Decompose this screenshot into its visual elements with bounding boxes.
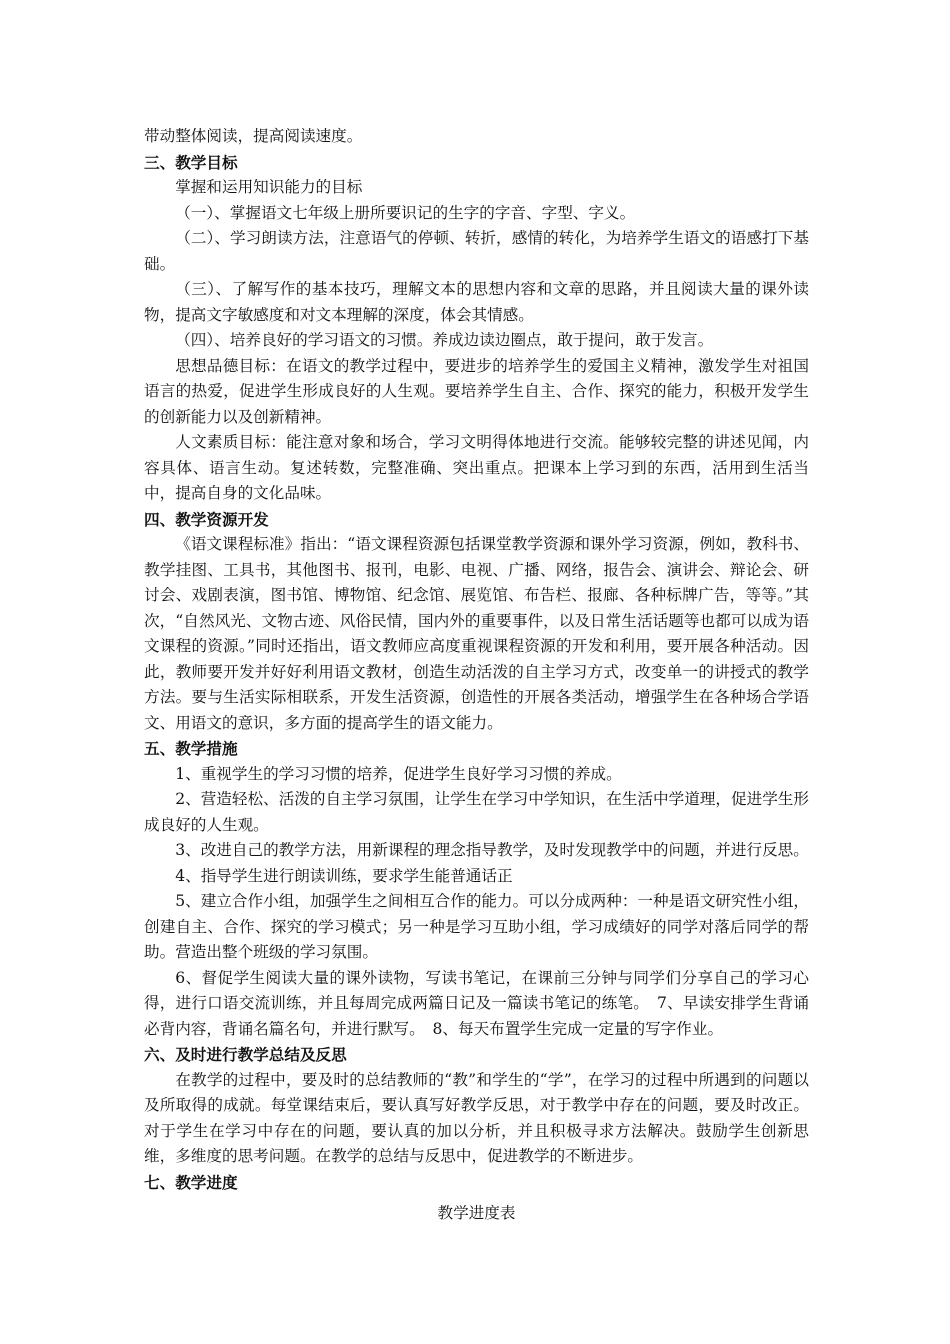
schedule-table-title: 教学进度表 xyxy=(437,1204,516,1222)
paragraph-summary: 在教学的过程中，要及时的总结教师的“教”和学生的“学”，在学习的过程中所遇到的问题以及所取得的成就。每堂课结束后，要认真写好教学反思，对于教学中存在的问题，要及时改正。对于学生在学习中存在的问题，要认真的加以分析，并且积极寻求方法解决。鼓励学生创新思维，多维度的思考问题。在教学的总结与反思中，促进教学的不断进步。 xyxy=(144,1070,809,1165)
section-heading-summary: 六、及时进行教学总结及反思 xyxy=(144,1045,347,1064)
paragraph-measure-3: 3、改进自己的教学方法，用新课程的理念指导教学，及时发现教学中的问题，并进行反思。 xyxy=(175,841,809,859)
paragraph-goal-4: （四）、培养良好的学习语文的习惯。养成边读边圈点，敢于提问，敢于发言。 xyxy=(175,331,714,349)
section-heading-measures: 五、教学措施 xyxy=(144,739,238,758)
paragraph-resources: 《语文课程标准》指出：“语文课程资源包括课堂教学资源和课外学习资源，例如，教科书、教学挂图、工具书，其他图书、报刊，电影、电视、广播、网络，报告会、演讲会、辩论会、研讨会、戏剧表演，图书馆、博物馆、纪念馆、展览馆、布告栏、报廊、各种标牌广告，等等。”其次，“自然风光、文物古迹、风俗民情，国内外的重要事件，以及日常生活话题等也都可以成为语文课程的资源。”同时还指出，语文教师应高度重视课程资源的开发和利用，要开展各种活动。因此，教师要开发并好好利用语文教材，创造生动活泼的自主学习方式，改变单一的讲授式的教学方法。要与生活实际相联系，开发生活资源，创造性的开展各类活动，增强学生在各种场合学语文、用语文的意识，多方面的提高学生的语文能力。 xyxy=(144,535,809,732)
paragraph-measure-4: 4、指导学生进行朗读训练，要求学生能普通话正 xyxy=(175,866,513,885)
paragraph-measure-2: 2、营造轻松、活泼的自主学习氛围，让学生在学习中学知识，在生活中学道理，促进学生形成良好的人生观。 xyxy=(144,790,809,834)
paragraph-measure-6-8: 6、督促学生阅读大量的课外读物，写读书笔记，在课前三分钟与同学们分享自己的学习心得，进行口语交流训练，并且每周完成两篇日记及一篇读书笔记的练笔。 7、早读安排学生背诵必背内容，背诵名篇名句，并进行默写。 8、每天布置学生完成一定量的写字作业。 xyxy=(144,968,809,1038)
paragraph-measure-5: 5、建立合作小组，加强学生之间相互合作的能力。可以分成两种：一种是语文研究性小组，创建自主、合作、探究的学习模式；另一种是学习互助小组，学习成绩好的同学对落后同学的帮助。营造出整个班级的学习氛围。 xyxy=(144,892,809,961)
section-heading-schedule: 七、教学进度 xyxy=(144,1172,238,1192)
paragraph-humanities-goal: 人文素质目标：能注意对象和场合，学习文明得体地进行交流。能够较完整的讲述见闻，内容具体、语言生动。复述转数，完整准确、突出重点。把课本上学习到的东西，活用到生活当中，提高自身的文化品味。 xyxy=(144,433,809,502)
paragraph-measure-1: 1、重视学生的学习习惯的培养，促进学生良好学习习惯的养成。 xyxy=(175,764,622,783)
document-body xyxy=(144,124,809,1227)
paragraph-knowledge-goal: 掌握和运用知识能力的目标 xyxy=(175,178,363,196)
paragraph-goal-2: （二）、学习朗读方法，注意语气的停顿、转折，感情的转化，为培养学生语文的语感打下基础。 xyxy=(144,229,809,273)
paragraph-moral-goal: 思想品德目标：在语文的教学过程中，要进步的培养学生的爱国主义精神，激发学生对祖国语言的热爱，促进学生形成良好的人生观。要培养学生自主、合作、探究的能力，积极开发学生的创新能力以及创新精神。 xyxy=(144,356,809,426)
section-heading-resources: 四、教学资源开发 xyxy=(144,509,269,529)
paragraph-intro-tail: 带动整体阅读，提高阅读速度。 xyxy=(144,127,363,145)
section-heading-teaching-goals: 三、教学目标 xyxy=(144,152,238,172)
paragraph-goal-1: （一）、掌握语文七年级上册所要识记的生字的字音、字型、字义。 xyxy=(175,203,636,222)
paragraph-goal-3: （三）、了解写作的基本技巧，理解文本的思想内容和文章的思路，并且阅读大量的课外读物，提高文字敏感度和对文本理解的深度，体会其情感。 xyxy=(144,280,809,324)
